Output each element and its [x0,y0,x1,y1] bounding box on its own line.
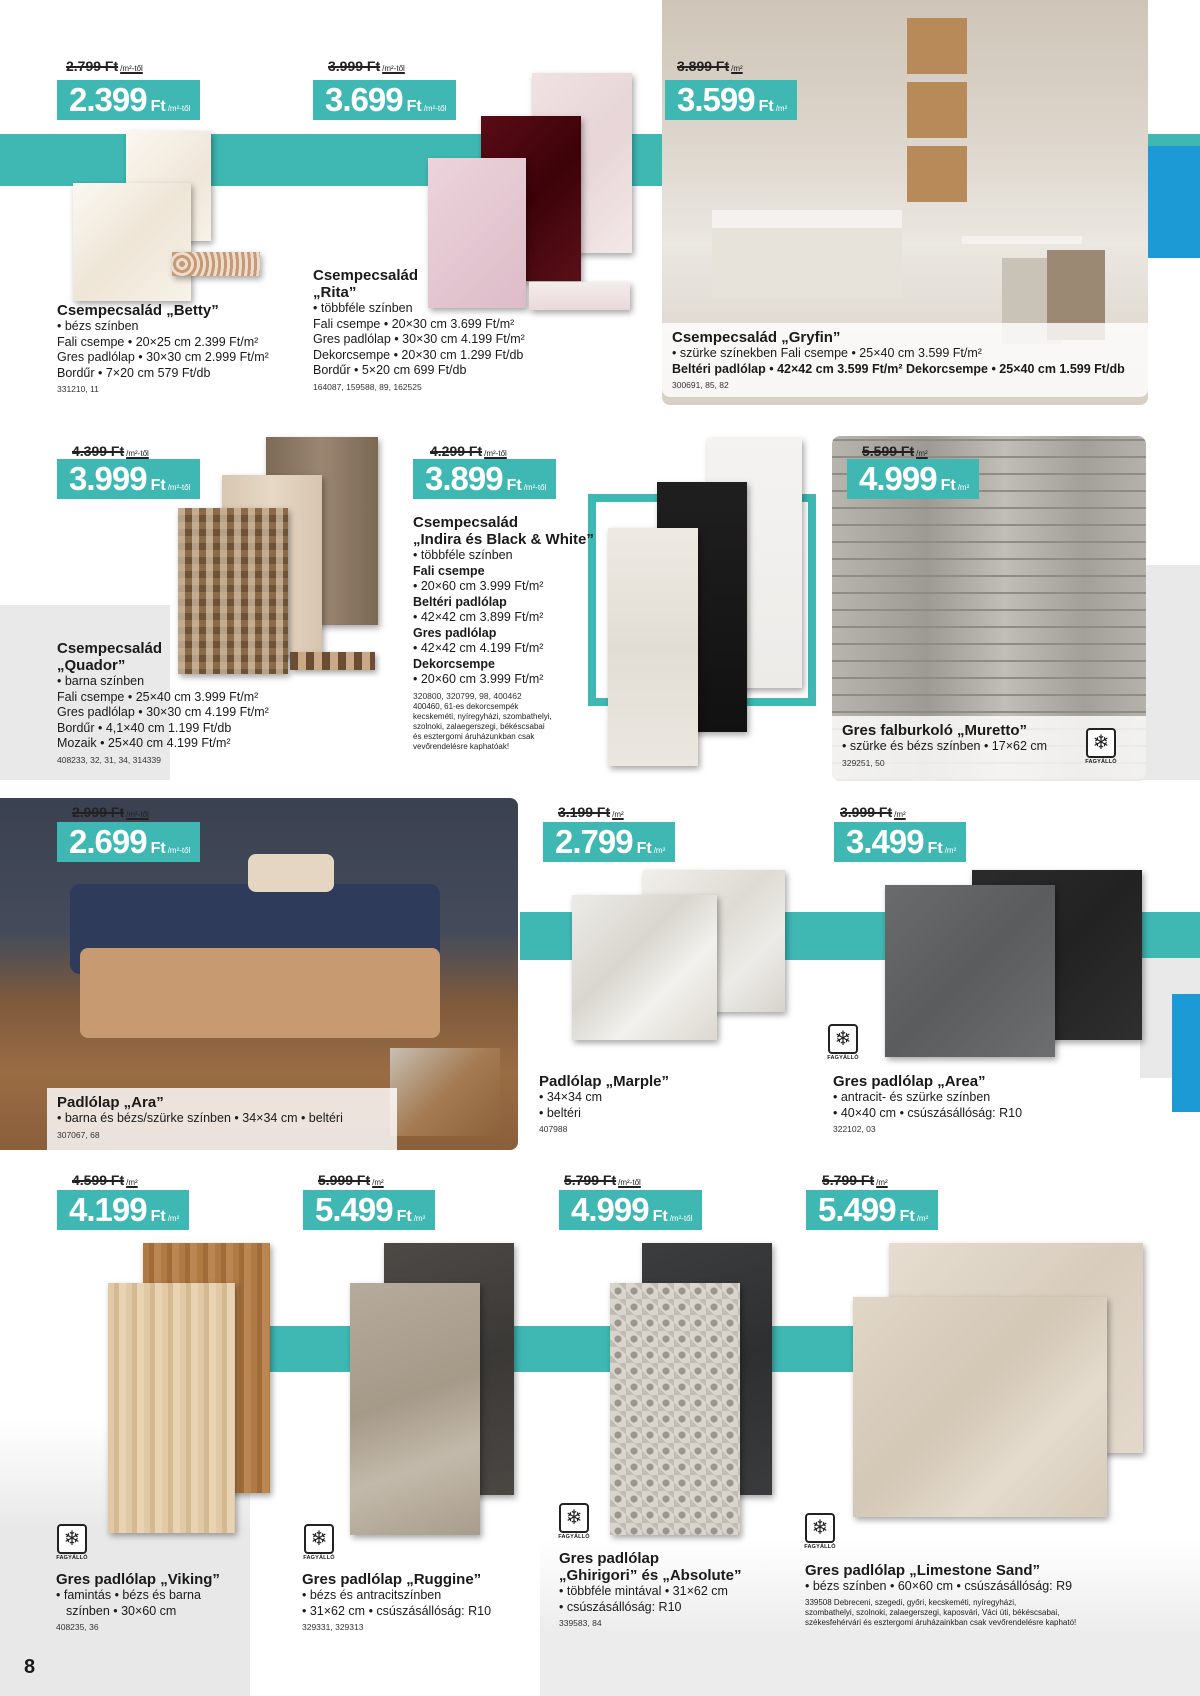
note-indira-1: 400460, 61-es dekorcsempék [413,701,519,711]
note-indira-4: és esztergomi áruházunkban csak [413,731,535,741]
line-indira-1: • többféle színben [413,548,513,562]
note-indira-5: vevőrendelésre kaphatóak! [413,741,510,751]
page-number: 8 [24,1656,36,1678]
old-price-indira: 4.299 Ft /m²-től [430,443,507,459]
title-indira-2: „Indira és Black & White” [413,531,594,548]
title-limestone: Gres padlólap „Limestone Sand” [805,1562,1041,1579]
side-tab-top [1148,146,1200,258]
tile-betty-border [172,252,260,276]
old-price-muretto: 5.599 Ft /m² [862,443,928,459]
vanity-cabinet [712,228,902,298]
title-gryfin: Csempecsalád „Gryfin” [672,329,841,346]
old-price-viking: 4.599 Ft /m² [72,1172,138,1188]
title-ghirigori-2: „Ghirigori” és „Absolute” [559,1567,742,1584]
old-price-area: 3.999 Ft /m² [840,804,906,820]
badge-frost-area [825,1024,861,1061]
title-rita-2: „Rita” [313,284,357,301]
old-price-limestone: 5.799 Ft /m² [822,1172,888,1188]
info-ara [47,1088,397,1150]
line-quador-4: Bordűr • 4,1×40 cm 1.199 Ft/db [57,720,232,735]
line-ghirigori-2: • csúszásállóság: R10 [559,1599,682,1614]
tile-limestone-front [853,1297,1107,1517]
title-area: Gres padlólap „Area” [833,1073,986,1090]
old-price-ghirigori: 5.799 Ft /m²-től [564,1172,641,1188]
bed-cover [80,948,440,1038]
snowflake-icon: ❄ [304,1524,334,1554]
line-ruggine-1: • bézs és antracitszínben [302,1588,442,1602]
title-quador-1: Csempecsalád [57,640,163,657]
price-tag-ghirigori: 4.999 Ft /m²-től [559,1190,702,1230]
line-quador-5: Mozaik • 25×40 cm 4.199 Ft/m² [57,736,231,750]
snowflake-icon: ❄ [828,1024,858,1054]
line-indira-8: Dekorcsempe [413,656,495,671]
line-rita-3: Gres padlólap • 30×30 cm 4.199 Ft/m² [313,332,525,346]
tile-area-grey [885,885,1055,1057]
price-tag-area: 3.499 Ft /m² [834,822,966,862]
code-ara: 307067, 68 [57,1129,100,1140]
line-indira-6: Gres padlólap [413,625,497,640]
price-tag-ruggine: 5.499 Ft /m² [303,1190,435,1230]
line-indira-5: • 42×42 cm 3.899 Ft/m² [413,610,544,624]
old-price-ruggine: 5.999 Ft /m² [318,1172,384,1188]
tile-ara-samples [390,1048,500,1136]
tile-ruggine-beige [350,1283,480,1535]
bathtub-edge [962,236,1082,244]
line-betty-2: Fali csempe • 20×25 cm 2.399 Ft/m² [57,334,259,349]
title-quador-2: „Quador” [57,657,126,674]
old-price-gryfin: 3.899 Ft /m² [677,58,743,74]
badge-label: FAGYÁLLÓ [827,1055,859,1061]
price-tag-marple: 2.799 Ft /m² [543,822,675,862]
info-rita [313,267,543,393]
price-tag-muretto: 4.999 Ft /m² [847,459,979,499]
line-ghirigori-1: • többféle mintával • 31×62 cm [559,1584,728,1598]
badge-frost-ruggine [301,1524,337,1561]
snowflake-icon: ❄ [57,1524,87,1554]
badge-label: FAGYÁLLÓ [56,1555,88,1561]
note-indira-3: szolnoki, zalaegerszegi, békéscsabai [413,721,545,731]
title-ruggine: Gres padlólap „Ruggine” [302,1571,482,1588]
line-area-1: • antracit- és szürke színben [833,1090,991,1104]
line-indira-3: • 20×60 cm 3.999 Ft/m² [413,579,544,593]
line-quador-3: Gres padlólap • 30×30 cm 4.199 Ft/m² [57,705,269,719]
snowflake-icon: ❄ [805,1513,835,1543]
code-indira: 320800, 320799, 98, 400462 [413,690,522,701]
line-indira-7: • 42×42 cm 4.199 Ft/m² [413,641,544,655]
title-viking: Gres padlólap „Viking” [56,1571,220,1588]
tile-rita-border [529,282,630,310]
info-ruggine [302,1571,522,1633]
line-betty-1: • bézs színben [57,319,139,333]
info-viking [56,1571,256,1633]
code-quador: 408233, 32, 31, 34, 314339 [57,754,161,765]
title-rita-1: Csempecsalád [313,267,419,284]
price-tag-gryfin: 3.599 Ft /m² [665,80,797,120]
code-area: 322102, 03 [833,1124,876,1134]
vanity-top [712,210,902,228]
code-ghirigori: 339583, 84 [559,1618,602,1628]
line-indira-2: Fali csempe [413,563,485,578]
tile-viking-beige [108,1283,235,1533]
badge-frost-limestone [802,1513,838,1550]
line-betty-4: Bordűr • 7×20 cm 579 Ft/db [57,365,211,380]
old-price-betty: 2.799 Ft /m²-től [66,58,143,74]
price-tag-quador: 3.999 Ft /m²-től [57,459,200,499]
title-betty: Csempecsalád „Betty” [57,302,219,319]
title-muretto: Gres falburkoló „Muretto” [842,722,1028,739]
price-tag-limestone: 5.499 Ft /m² [806,1190,938,1230]
pillow [248,854,334,892]
old-price-quador: 4.399 Ft /m²-től [72,443,149,459]
price-tag-viking: 4.199 Ft /m² [57,1190,189,1230]
badge-label: FAGYÁLLÓ [1085,759,1117,765]
tile-betty-floor [73,183,191,301]
line-ara: • barna és bézs/szürke színben • 34×34 cm • beltéri [57,1111,343,1125]
code-marple: 407988 [539,1124,568,1134]
line-gryfin-1: • szürke színekben Fali csempe • 25×40 cm 3.599 Ft/m² [672,346,982,360]
info-indira [413,514,613,752]
badge-label: FAGYÁLLÓ [804,1544,836,1550]
line-quador-2: Fali csempe • 25×40 cm 3.999 Ft/m² [57,689,259,704]
line-betty-3: Gres padlólap • 30×30 cm 2.999 Ft/m² [57,350,269,364]
niche-2 [907,82,967,138]
code-betty: 331210, 11 [57,384,99,394]
line-indira-4: Beltéri padlólap [413,594,507,609]
price-tag-ara: 2.699 Ft /m²-től [57,822,200,862]
snowflake-icon: ❄ [1086,728,1116,758]
line-marple-1: • 34×34 cm [539,1090,603,1104]
tile-marple-front [572,895,717,1040]
line-area-2: • 40×40 cm • csúszásállóság: R10 [833,1105,1023,1120]
side-tab-bottom [1172,994,1200,1112]
info-ghirigori [559,1550,779,1629]
tile-indira-decor [608,528,698,766]
badge-label: FAGYÁLLÓ [303,1555,335,1561]
line-marple-2: • beltéri [539,1105,581,1120]
line-viking-2: színben • 30×60 cm [66,1603,177,1618]
code-ruggine: 329331, 329313 [302,1622,364,1632]
tile-ghirigori-pattern [610,1283,740,1535]
niche-3 [907,146,967,202]
line-limestone: • bézs színben • 60×60 cm • csúszásállóság: R9 [805,1579,1073,1593]
line-rita-5: Bordűr • 5×20 cm 699 Ft/db [313,363,467,377]
price-tag-indira: 3.899 Ft /m²-től [413,459,556,499]
old-price-rita: 3.999 Ft /m²-től [328,58,405,74]
line-ruggine-2: • 31×62 cm • csúszásállóság: R10 [302,1603,492,1618]
title-indira-1: Csempecsalád [413,514,519,531]
info-betty [57,302,287,395]
note-limestone-1: szombathelyi, szolnoki, zalaegerszegi, kaposvári, Váci úti, békéscsabai, [805,1607,1060,1617]
snowflake-icon: ❄ [559,1503,589,1533]
code-rita: 164087, 159588, 89, 162525 [313,381,422,392]
info-area [833,1073,1093,1135]
title-marple: Padlólap „Marple” [539,1073,670,1090]
title-ghirigori-1: Gres padlólap [559,1550,660,1567]
line-viking-1: • famintás • bézs és barna [56,1588,201,1602]
line-rita-4: Dekorcsempe • 20×30 cm 1.299 Ft/db [313,347,524,362]
info-limestone [805,1562,1145,1628]
code-limestone: 339508 Debreceni, szegedi, győri, kecskeméti, nyíregyházi, [805,1597,1017,1607]
line-quador-1: • barna színben [57,674,145,688]
badge-frost-viking [54,1524,90,1561]
note-limestone-2: székesfehérvári és esztergomi áruházainkban csak vevőrendelésre kapható! [805,1617,1077,1627]
info-marple [539,1073,739,1135]
price-tag-rita: 3.699 Ft /m²-től [313,80,456,120]
info-quador [57,640,287,766]
price-tag-betty: 2.399 Ft /m²-től [57,80,200,120]
tile-quador-border [290,652,375,670]
old-price-ara: 2.999 Ft /m²-től [72,804,149,820]
badge-frost-muretto [1083,728,1119,765]
line-muretto: • szürke és bézs színben • 17×62 cm [842,739,1048,753]
code-muretto: 329251, 50 [842,757,885,768]
line-rita-2: Fali csempe • 20×30 cm 3.699 Ft/m² [313,316,515,331]
title-ara: Padlólap „Ara” [57,1094,164,1111]
line-indira-9: • 20×60 cm 3.999 Ft/m² [413,672,544,686]
badge-label: FAGYÁLLÓ [558,1534,590,1540]
niche-1 [907,18,967,74]
badge-frost-ghirigori [556,1503,592,1540]
info-gryfin [662,323,1148,397]
line-rita-1: • többféle színben [313,301,413,315]
code-gryfin: 300691, 85, 82 [672,380,729,390]
line-gryfin-2: Beltéri padlólap • 42×42 cm 3.599 Ft/m² Dekorcsempe • 25×40 cm 1.599 Ft/db [672,361,1125,376]
code-viking: 408235, 36 [56,1622,99,1632]
note-indira-2: kecskeméti, nyíregyházi, szombathelyi, [413,711,552,721]
old-price-marple: 3.199 Ft /m² [558,804,624,820]
